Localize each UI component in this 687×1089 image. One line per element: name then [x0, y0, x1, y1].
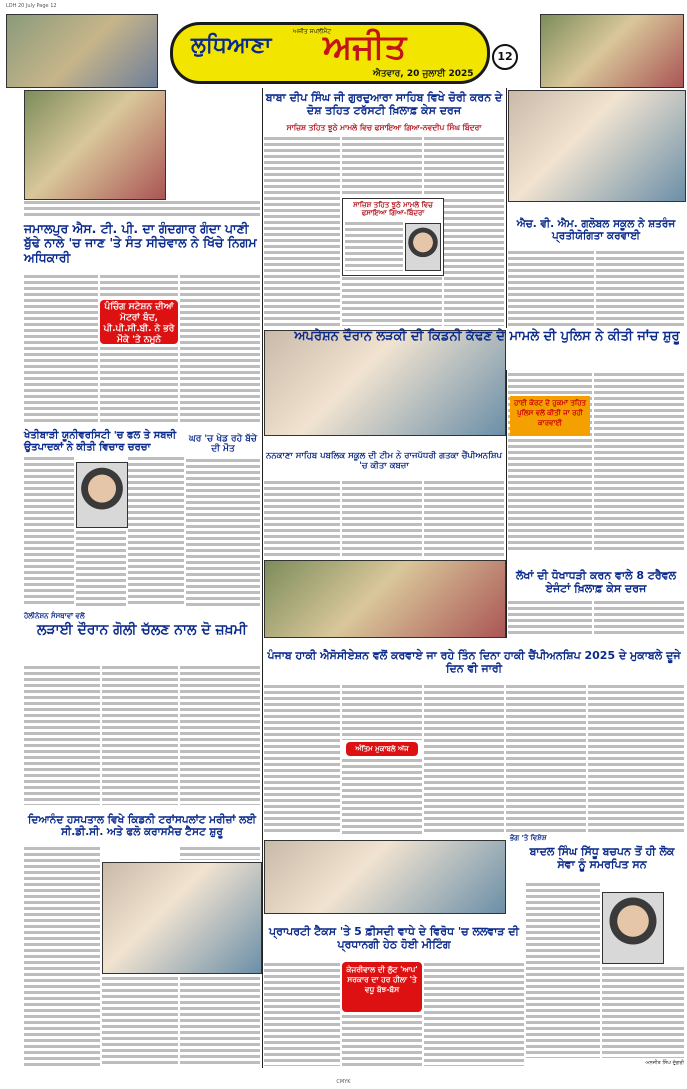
body-s13-col2: [342, 1014, 422, 1066]
body-s1-col1: [24, 274, 98, 424]
body-s3-col1: [508, 250, 594, 326]
photo-s12-ribbon-cutting: [102, 862, 262, 974]
callout-s10: ਅੰਤਿਮ ਮੁਕਾਬਲੇ ਅੱਜ: [346, 742, 418, 756]
body-s8-col3: [424, 480, 504, 558]
body-s3-col2: [596, 250, 684, 326]
headline-s3: ਐਚ. ਵੀ. ਐਮ. ਗਲੋਬਲ ਸਕੂਲ ਨੇ ਸ਼ਤਰੰਜ ਪ੍ਰਤੀਯੋਗਿਤਾ ਕਰਵਾਈ: [516, 218, 676, 243]
body-s11-col2: [102, 665, 178, 805]
inset-box-s2: [342, 198, 444, 276]
body-s5-col1b: [76, 530, 126, 606]
subhead-s2: ਸਾਜ਼ਿਸ਼ ਤਹਿਤ ਝੂਠੇ ਮਾਮਲੇ ਵਿਚ ਫਸਾਇਆ ਗਿਆ-ਨਵਦੀਪ ਸਿੰਘ ਬਿੰਦਰਾ: [286, 123, 482, 132]
body-s1-col2: [100, 274, 178, 298]
body-s10-col4: [506, 684, 586, 834]
photo-caption-s13: [264, 914, 504, 924]
body-s2-col2b: [342, 276, 442, 326]
body-s10-col3: [424, 684, 504, 834]
body-s2-col3: [424, 136, 504, 196]
inset-body-s2: [345, 221, 403, 271]
inset-label-s2: ਸਾਜ਼ਿਸ਼ ਤਹਿਤ ਝੂਠੇ ਮਾਮਲੇ ਵਿਚ ਫਸਾਇਆ ਗਿਆ-ਬਿੰਦਰਾ: [353, 201, 433, 218]
body-s12-col2: [102, 976, 178, 1066]
headline-s6: ਘਰ 'ਚ ਖੇਡ ਰਹੇ ਬੱਚੇ ਦੀ ਮੌਤ: [189, 434, 257, 455]
photo-s14-portrait: [602, 892, 664, 964]
edition-label: ਅਜੀਤ ਸਪਲੀਮੈਂਟ: [293, 28, 332, 35]
headline-s8: ਨਨਕਾਣਾ ਸਾਹਿਬ ਪਬਲਿਕ ਸਕੂਲ ਦੀ ਟੀਮ ਨੇ ਰਾਜਪੱਧਰੀ ਗਤਕਾ ਚੈਂਪੀਅਨਸ਼ਿਪ 'ਚ ਕੀਤਾ ਕਬਜ਼ਾ: [266, 451, 502, 471]
photo-s13-meeting: [264, 840, 506, 914]
photo-s3-chess: [508, 90, 686, 202]
body-s12-col1: [24, 846, 100, 1066]
masthead-photo-left: [6, 14, 158, 88]
body-s10-col2: [342, 684, 422, 740]
body-s5-col2: [128, 456, 184, 606]
print-slug: LDH 20 July Page 12: [6, 3, 57, 9]
footer-color-bar: CMYK: [0, 1076, 687, 1089]
headline-s13: ਪ੍ਰਾਪਰਟੀ ਟੈਕਸ 'ਤੇ 5 ਫ਼ੀਸਦੀ ਵਾਧੇ ਦੇ ਵਿਰੋਧ 'ਚ ਲਲਵਾੜ ਦੀ ਪ੍ਰਧਾਨਗੀ ਹੇਠ ਹੋਈ ਮੀਟਿੰਗ: [269, 925, 519, 951]
body-s2-col1: [264, 136, 340, 326]
headline-s5: ਖੇਤੀਬਾੜੀ ਯੂਨੀਵਰਸਿਟੀ 'ਚ ਫਲ ਤੇ ਸਬਜ਼ੀ ਉਤਪਾਦਕਾਂ ਨੇ ਕੀਤੀ ਵਿਚਾਰ ਚਰਚਾ: [24, 430, 177, 453]
body-s13-col3: [424, 962, 524, 1066]
photo-s5-portrait: [76, 462, 128, 528]
headline-s10: ਪੰਜਾਬ ਹਾਕੀ ਐਸੋਸੀਏਸ਼ਨ ਵਲੋਂ ਕਰਵਾਏ ਜਾ ਰਹੇ ਤਿੰਨ ਦਿਨਾ ਹਾਕੀ ਚੈਂਪੀਅਨਸ਼ਿਪ 2025 ਦੇ ਮੁਕਾਬਲੇ ਦੂਜੇ ਦਿਨ ਵੀ ਜਾਰੀ: [267, 649, 681, 675]
column-rule: [262, 88, 263, 1068]
column-rule: [506, 88, 507, 328]
paper-name: ਅਜੀਤ: [323, 27, 407, 67]
masthead-photo-right: [540, 14, 684, 88]
body-s1-col3: [180, 274, 260, 424]
photo-s10-hockey: [264, 560, 506, 638]
column-rule: [506, 370, 507, 638]
headline-s2: ਬਾਬਾ ਦੀਪ ਸਿੰਘ ਜੀ ਗੁਰਦੁਆਰਾ ਸਾਹਿਬ ਵਿਖੇ ਚੋਰੀ ਕਰਨ ਦੇ ਦੋਸ਼ ਤਹਿਤ ਟਰੱਸਟੀ ਖ਼ਿਲਾਫ਼ ਕੇਸ ਦਰਜ: [265, 91, 503, 117]
photo-seechewal-inspection: [24, 90, 166, 200]
kicker-s14: ਭੋਗ 'ਤੇ ਵਿਸ਼ੇਸ਼: [510, 834, 547, 842]
body-s5-col1: [24, 456, 74, 606]
page-number: 12: [492, 44, 518, 70]
body-s13-col1: [264, 962, 340, 1066]
photo-s8-gatka-team: [264, 330, 506, 436]
kicker-s11: ਹੋਲੀਨੇਸ਼ਨ ਸੰਸਥਾਵਾਂ ਵਲੋਂ: [24, 612, 85, 620]
headline-s4: ਅਪਰੇਸ਼ਨ ਦੌਰਾਨ ਲੜਕੀ ਦੀ ਕਿਡਨੀ ਕੱਢਣ ਦੇ ਮਾਮਲੇ ਦੀ ਪੁਲਿਸ ਨੇ ਕੀਤੀ ਜਾਂਚ ਸ਼ੁਰੂ: [294, 329, 680, 344]
body-s2-col2: [342, 136, 422, 196]
headline-s1: ਜਮਾਲਪੁਰ ਐਸ. ਟੀ. ਪੀ. ਦਾ ਗੰਦਗਾਰ ਗੰਦਾ ਪਾਣੀ ਬੁੱਢੇ ਨਾਲੇ 'ਚ ਜਾਣ 'ਤੇ ਸੰਤ ਸੀਚੇਵਾਲ ਨੇ ਖਿੱਚੇ ਨਿਗਮ ਅਧਿਕਾਰੀ: [24, 221, 257, 265]
callout-s4: ਹਾਈ ਕੋਰਟ ਦੇ ਹੁਕਮਾਂ ਤਹਿਤ ਪੁਲਿਸ ਵਲੋਂ ਕੀਤੀ ਜਾ ਰਹੀ ਕਾਰਵਾਈ: [510, 396, 590, 436]
callout-s13: ਕੇਜਰੀਵਾਲ ਦੀ ਲੁੱਟ 'ਆਪ' ਸਰਕਾਰ ਦਾ ਹਰ ਹੀਲਾ 'ਤੇ ਵਧੂ ਬੋਝ-ਬੱਸ: [342, 962, 422, 1012]
body-s11-col1: [24, 665, 100, 805]
body-s14-col1: [526, 882, 600, 1058]
body-s11-col3: [180, 665, 260, 805]
body-s12-col3: [180, 976, 260, 1066]
photo-caption-s3: [508, 202, 684, 216]
body-s10-col2b: [342, 758, 422, 834]
headline-s11: ਲੜਾਈ ਦੌਰਾਨ ਗੋਲੀ ਚੱਲਣ ਨਾਲ ਦੋ ਜ਼ਖ਼ਮੀ: [37, 622, 247, 638]
issue-date: ਐਤਵਾਰ, 20 ਜੁਲਾਈ 2025: [373, 69, 474, 79]
photo-caption-s1: [24, 200, 260, 218]
body-s10-col5: [588, 684, 684, 834]
body-s9-col1: [508, 600, 592, 634]
headline-s9: ਲੱਖਾਂ ਦੀ ਧੋਖਾਧੜੀ ਕਰਨ ਵਾਲੇ 8 ਟਰੈਵਲ ਏਜੰਟਾਂ ਖ਼ਿਲਾਫ਼ ਕੇਸ ਦਰਜ: [515, 569, 677, 595]
body-s8-col2: [342, 480, 422, 558]
headline-s12: ਦਿਆਨੰਦ ਹਸਪਤਾਲ ਵਿਖੇ ਕਿਡਨੀ ਟਰਾਂਸਪਲਾਂਟ ਮਰੀਜ਼ਾਂ ਲਈ ਸੀ.ਡੀ.ਸੀ. ਅਤੇ ਫਲੋ ਕਰਾਸਮੈਚ ਟੈਸਟ ਸ਼ੁਰੂ: [28, 814, 256, 839]
body-s14-col2: [602, 966, 684, 1058]
body-s2-col3b: [444, 198, 504, 326]
body-s1-col2b: [100, 346, 178, 424]
photo-s2-portrait: [405, 223, 441, 271]
city-name: ਲੁਧਿਆਣਾ: [191, 33, 272, 58]
headline-s14: ਬਾਦਲ ਸਿੰਘ ਸਿੱਧੂ ਬਚਪਨ ਤੋਂ ਹੀ ਲੋਕ ਸੇਵਾ ਨੂੰ ਸਮਰਪਿਤ ਸਨ: [529, 845, 675, 871]
body-s4-col2: [594, 372, 684, 552]
body-s10-col1: [264, 684, 340, 834]
callout-s7: ਪੰਚਿੰਗ ਸਟੇਸ਼ਨ ਦੀਆਂ ਮੋਟਰਾਂ ਬੰਦ, ਪੀ.ਪੀ.ਸੀ.ਬੀ. ਨੇ ਭਰੇ ਮੌਕੇ 'ਤੇ ਨਮੂਨੇ: [100, 300, 178, 344]
photo-caption-s8: [264, 436, 504, 448]
body-s9-col2: [594, 600, 684, 634]
body-s12-col3a: [180, 846, 260, 860]
masthead: [170, 22, 490, 84]
photo-caption-s10: [264, 638, 684, 648]
byline-s14: -ਮਨਜੀਤ ਸਿੰਘ ਦੁੱਗਰੀ: [644, 1060, 684, 1066]
body-s8-col1: [264, 480, 340, 558]
body-s6: [186, 458, 260, 606]
